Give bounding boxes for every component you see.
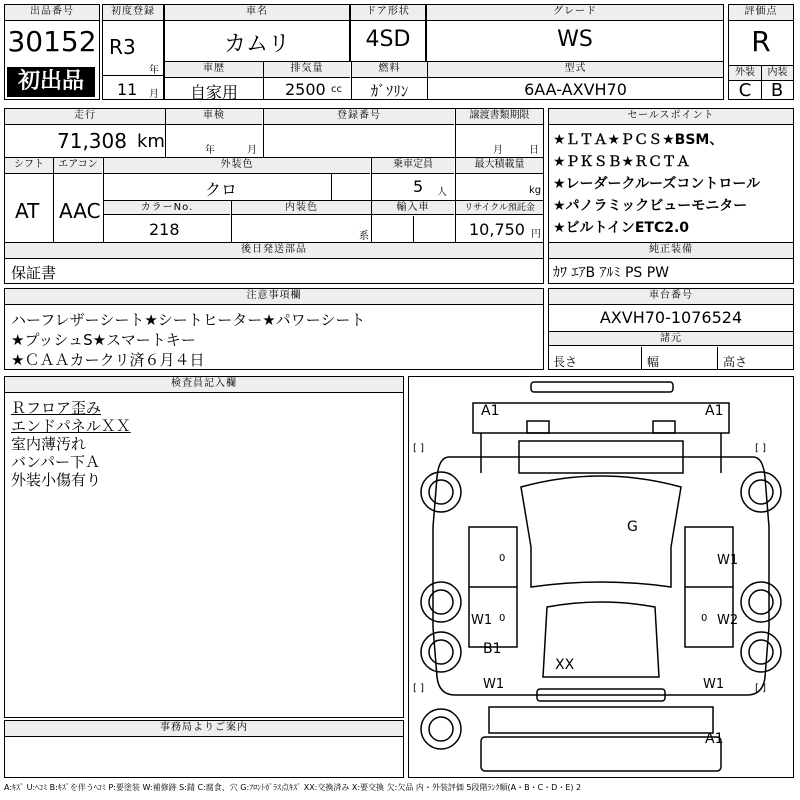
int-color-label: 内装色: [232, 201, 371, 215]
lot-box: [4, 4, 100, 100]
mark-o-left: 0: [499, 553, 506, 564]
mark-w1-left-mid: W1: [471, 613, 493, 628]
car-name-label: 車名: [165, 5, 349, 21]
later-parts: 保証書: [11, 264, 57, 282]
displacement-unit: cc: [331, 84, 342, 95]
inspector-line: 室内薄汚れ: [11, 435, 87, 453]
bracket-right: [ ]: [755, 443, 766, 454]
fuel-label: 燃料: [352, 62, 427, 78]
equipment-label: 純正装備: [549, 243, 793, 259]
first-reg-label: 初度登録: [103, 5, 163, 21]
int-color-unit: 系: [359, 231, 369, 242]
sales-point-line: ★レーダークルーズコントロール: [553, 176, 761, 192]
mark-g: G: [627, 519, 638, 535]
model-label: 型式: [428, 62, 723, 78]
transfer-month-unit: 月: [493, 145, 503, 156]
notes-label: 注意事項欄: [5, 289, 543, 305]
ac-label: エアコン: [54, 158, 102, 174]
capacity: 5: [413, 177, 424, 196]
history: 自家用: [189, 83, 238, 102]
condition-diagram: [408, 376, 794, 778]
inspection-year-unit: 年: [205, 145, 215, 156]
color-no: 218: [149, 220, 180, 239]
color-label: 外装色: [104, 158, 370, 174]
max-load-unit: kg: [529, 185, 542, 196]
inspection-label: 車検: [166, 109, 262, 125]
model: 6AA-AXVH70: [524, 80, 627, 99]
notes-box: [4, 288, 544, 370]
notes-line: ハーフレザーシート★シートヒーター★パワーシート: [11, 311, 366, 329]
recycle-label: リサイクル預託金: [456, 201, 543, 215]
month-unit: 月: [149, 89, 159, 100]
inspector-line: エンドパネルＸＸ: [11, 417, 131, 435]
score: R: [751, 25, 771, 58]
grade-label: グレード: [427, 5, 723, 21]
history-label: 車歴: [165, 62, 263, 78]
height-label: 高さ: [723, 355, 748, 369]
mark-o-left-mid: 0: [499, 613, 506, 624]
era: R: [109, 35, 123, 59]
door-type: 4SD: [365, 27, 411, 52]
ext-score: C: [738, 80, 752, 101]
sub-row: [164, 61, 724, 100]
legend: A:ｷｽﾞ U:ﾍｺﾐ B:ｷｽﾞを伴うﾍｺﾐ P:要塗装 W:補修跡 S:錆 C:腐食、穴 G:ﾌﾛﾝﾄｶﾞﾗｽ点ｷｽﾞ XX:交換済み X:要交換 欠:欠品 内・外装評価 5段階ﾗﾝｸ順(A・B・C・D・E) 2: [4, 783, 582, 792]
sales-point-line: ★ビルトインETC2.0: [553, 220, 690, 236]
first-listing-badge: 初出品: [7, 67, 95, 97]
reg-number-label: 登録番号: [264, 109, 454, 125]
mark-a1-rear: A1: [705, 731, 724, 747]
sales-point-line: ★ＬＴＡ★ＰＣＳ★BSM、: [553, 132, 724, 148]
sales-points-label: セールスポイント: [549, 109, 793, 125]
mark-o-right-mid: 0: [701, 613, 708, 624]
door-label: ドア形状: [351, 5, 425, 21]
sales-point-line: ★パノラミックビューモニター: [553, 198, 748, 214]
ext-label: 外装: [729, 66, 761, 80]
capacity-label: 乗車定員: [372, 158, 454, 174]
color-no-label: カラーNo.: [104, 201, 230, 215]
inspector-line: バンパー下Ａ: [11, 453, 100, 471]
chassis-label: 車台番号: [549, 289, 793, 305]
mileage-label: 走行: [5, 109, 165, 125]
int-label: 内装: [761, 66, 793, 80]
mark-a1-front-right: A1: [705, 403, 724, 419]
score-box: [728, 4, 794, 100]
sales-points-box: [548, 108, 794, 284]
import-label: 輸入車: [372, 201, 454, 215]
score-label: 評価点: [729, 5, 793, 21]
mark-b1: B1: [483, 641, 502, 657]
displacement-label: 排気量: [264, 62, 350, 78]
notes-line: ★プッシュS★スマートキー: [11, 331, 196, 349]
mileage: 71,308: [57, 129, 127, 153]
mark-w1-right-front: W1: [717, 553, 739, 568]
bracket-left: [ ]: [413, 443, 424, 454]
int-score: B: [770, 80, 784, 101]
office-box: [4, 720, 404, 778]
inspector-line: 外装小傷有り: [11, 471, 102, 489]
mark-xx: XX: [555, 657, 575, 673]
transfer-day-unit: 日: [529, 145, 539, 156]
inspector-box: [4, 376, 404, 718]
grade-box: [426, 4, 724, 62]
length-label: 長さ: [553, 355, 578, 369]
displacement: 2500: [285, 80, 326, 99]
year: 3: [123, 35, 136, 59]
fuel: ｶﾞｿﾘﾝ: [370, 82, 409, 100]
recycle: 10,750: [469, 220, 525, 239]
capacity-unit: 人: [437, 187, 447, 198]
car-outline-diagram: [409, 377, 793, 777]
shift-label: シフト: [5, 158, 53, 174]
inspector-label: 検査員記入欄: [5, 377, 403, 393]
mark-a1-front-left: A1: [481, 403, 500, 419]
chassis-box: [548, 288, 794, 370]
inspection-month-unit: 月: [247, 145, 257, 156]
mark-w1-right-rear: W1: [703, 677, 725, 692]
max-load-label: 最大積載量: [456, 158, 543, 174]
car-name-box: [164, 4, 350, 62]
door-box: [350, 4, 426, 62]
mark-w1-left-rear: W1: [483, 677, 505, 692]
bracket-right-rear: [ ]: [755, 683, 766, 694]
ac: AAC: [59, 199, 101, 223]
lot-label: 出品番号: [5, 5, 99, 21]
spec-table: [4, 108, 544, 284]
equipment: ｶﾜ ｴｱB ｱﾙﾐ PS PW: [553, 265, 670, 281]
year-unit: 年: [149, 65, 159, 76]
mark-w2-right: W2: [717, 613, 739, 628]
grade: WS: [557, 27, 593, 52]
sales-point-line: ★ＰＫＳＢ★ＲＣＴＡ: [553, 154, 691, 170]
office-label: 事務局よりご案内: [5, 721, 403, 737]
later-parts-label: 後日発送部品: [5, 243, 543, 259]
transfer-label: 譲渡書類期限: [456, 109, 543, 125]
first-reg-box: [102, 4, 164, 100]
notes-line: ★ＣＡＡカークリ済６月４日: [11, 351, 205, 369]
mileage-unit: km: [137, 131, 165, 152]
car-name: カムリ: [223, 32, 290, 57]
shift: AT: [15, 199, 40, 223]
dims-label: 諸元: [549, 332, 793, 346]
recycle-unit: 円: [531, 229, 541, 240]
lot-number: 30152: [7, 25, 97, 58]
color: クロ: [205, 180, 238, 199]
inspector-line: Ｒフロア歪み: [11, 399, 102, 417]
chassis-number: AXVH70-1076524: [599, 308, 743, 327]
month: 11: [117, 80, 138, 99]
width-label: 幅: [647, 355, 660, 369]
bracket-left-rear: [ ]: [413, 683, 424, 694]
